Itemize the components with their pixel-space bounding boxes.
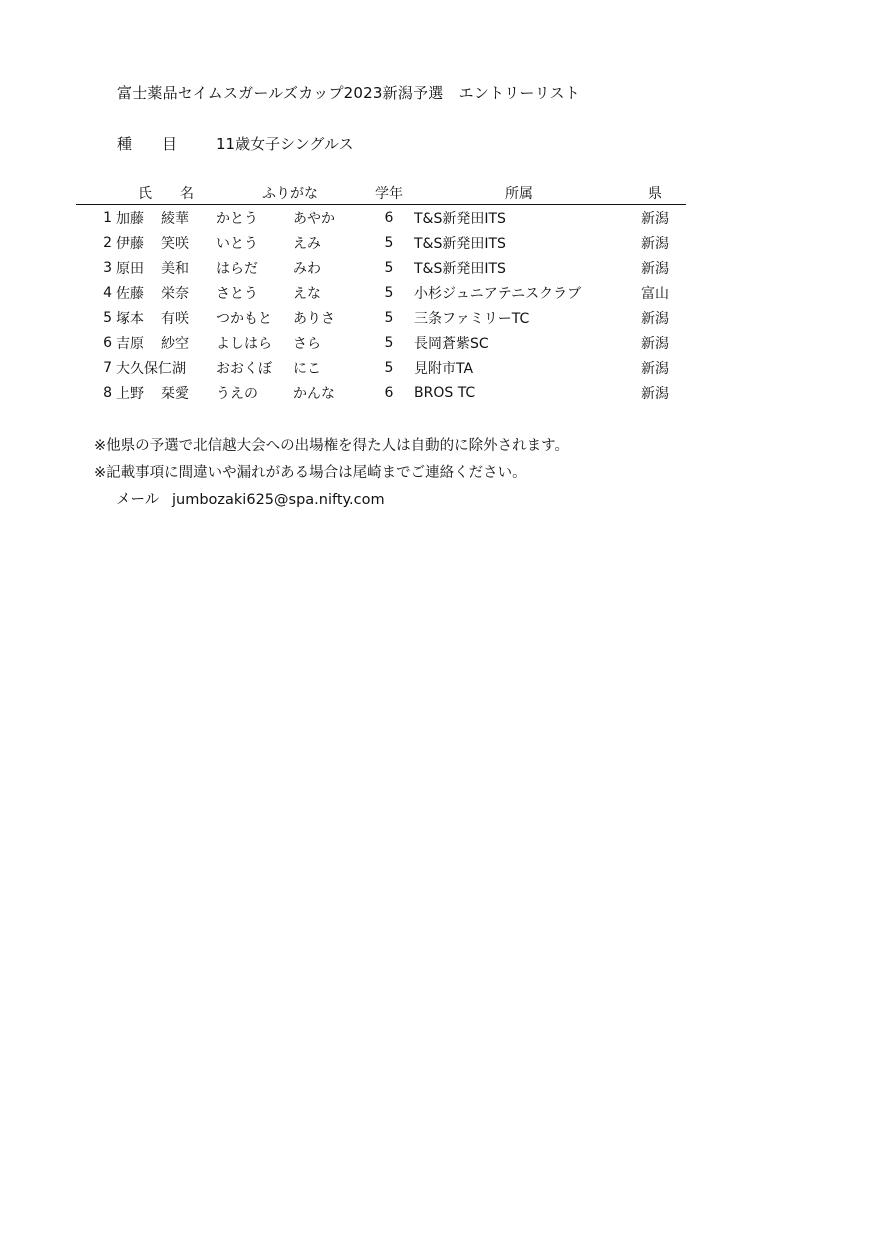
row-prefecture: 新潟 [641,310,669,327]
row-surname: 吉原 [116,335,144,352]
row-no: 1 [103,209,112,226]
table-header-row [76,182,686,205]
row-surname: 塚本 [116,310,144,327]
row-prefecture: 新潟 [641,360,669,377]
row-grade: 5 [384,359,394,376]
event-value: 11歳女子シングルス [216,135,354,153]
row-prefecture: 新潟 [641,235,669,252]
row-given-name: 有咲 [161,310,189,327]
row-kana-surname: いとう [216,235,258,252]
row-no: 8 [103,384,112,401]
row-name [116,230,216,255]
row-given-name: 笑咲 [161,235,189,252]
row-surname: 加藤 [116,210,144,227]
mail-line [94,487,569,514]
event-label-char-1: 種 [117,135,133,153]
row-name [116,380,216,405]
row-given-name: 綾華 [161,210,189,227]
row-surname: 上野 [116,385,144,402]
table-row [76,255,686,280]
row-prefecture: 新潟 [641,210,669,227]
row-given-name: 仁湖 [158,360,186,377]
row-no: 2 [103,234,112,251]
row-affiliation: 三条ファミリーTC [414,310,530,327]
header-name [116,182,216,205]
row-furigana [216,380,364,405]
event-row [0,133,890,153]
row-affiliation: 小杉ジュニアテニスクラブ [414,285,582,302]
row-name [116,330,216,355]
row-kana-given: みわ [293,260,321,277]
row-kana-surname: さとう [216,285,258,302]
header-no [76,182,116,205]
table-row [76,330,686,355]
row-affiliation: T&S新発田ITS [414,260,506,277]
row-furigana [216,280,364,305]
row-grade: 5 [384,259,394,276]
row-affiliation: BROS TC [414,384,476,401]
row-given-name: 栞愛 [161,385,189,402]
row-furigana [216,230,364,255]
row-no: 7 [103,359,112,376]
row-grade: 5 [384,309,394,326]
table-row [76,305,686,330]
row-grade: 6 [384,384,394,401]
row-surname: 大久保 [116,360,158,377]
row-no: 4 [103,284,112,301]
table-row [76,205,686,231]
header-prefecture: 県 [624,182,686,205]
table-row [76,355,686,380]
row-kana-surname: うえの [216,385,258,402]
row-prefecture: 新潟 [641,335,669,352]
row-affiliation: T&S新発田ITS [414,235,506,252]
row-affiliation: 長岡蒼紫SC [414,335,489,352]
row-kana-given: かんな [293,385,335,402]
row-kana-given: ありさ [293,310,335,327]
row-kana-surname: はらだ [216,260,258,277]
row-furigana [216,305,364,330]
row-kana-given: さら [293,335,321,352]
header-affiliation: 所属 [414,182,624,205]
row-grade: 5 [384,284,394,301]
event-label-char-2: 目 [162,135,178,153]
row-no: 6 [103,334,112,351]
row-name [116,205,216,231]
row-no: 5 [103,309,112,326]
row-prefecture: 新潟 [641,260,669,277]
row-kana-given: にこ [293,360,321,377]
entry-table [76,182,686,405]
row-furigana [216,205,364,231]
row-furigana [216,255,364,280]
table-row [76,380,686,405]
header-name-char-1: 氏 [138,186,152,202]
table-row [76,230,686,255]
row-kana-given: えな [293,285,321,302]
row-given-name: 栄奈 [161,285,189,302]
mail-label: メール [116,492,160,508]
document-title: 富士薬品セイムスガールズカップ2023新潟予選 エントリーリスト [117,84,580,102]
note-contact: ※記載事項に間違いや漏れがある場合は尾崎までご連絡ください。 [94,465,527,481]
row-kana-surname: おおくぼ [216,360,272,377]
row-furigana [216,355,364,380]
row-prefecture: 新潟 [641,385,669,402]
row-affiliation: T&S新発田ITS [414,210,506,227]
row-surname: 伊藤 [116,235,144,252]
header-name-char-2: 名 [180,186,194,202]
row-given-name: 紗空 [161,335,189,352]
row-prefecture: 富山 [641,285,669,302]
row-surname: 原田 [116,260,144,277]
row-no: 3 [103,259,112,276]
row-surname: 佐藤 [116,285,144,302]
row-name [116,255,216,280]
row-kana-surname: つかもと [216,310,272,327]
row-kana-given: えみ [293,235,321,252]
header-furigana: ふりがな [216,182,364,205]
row-grade: 5 [384,234,394,251]
header-grade: 学年 [364,182,414,205]
row-kana-surname: よしはら [216,335,272,352]
row-affiliation: 見附市TA [414,360,474,377]
row-given-name: 美和 [161,260,189,277]
row-furigana [216,330,364,355]
row-name [116,305,216,330]
row-kana-surname: かとう [216,210,258,227]
mail-address: jumbozaki625@spa.nifty.com [172,492,385,508]
row-grade: 6 [384,209,394,226]
row-name [116,280,216,305]
notes-section [94,433,569,514]
row-grade: 5 [384,334,394,351]
table-row [76,280,686,305]
note-exclusion: ※他県の予選で北信越大会への出場権を得た人は自動的に除外されます。 [94,438,569,454]
row-kana-given: あやか [293,210,335,227]
row-name [116,355,216,380]
